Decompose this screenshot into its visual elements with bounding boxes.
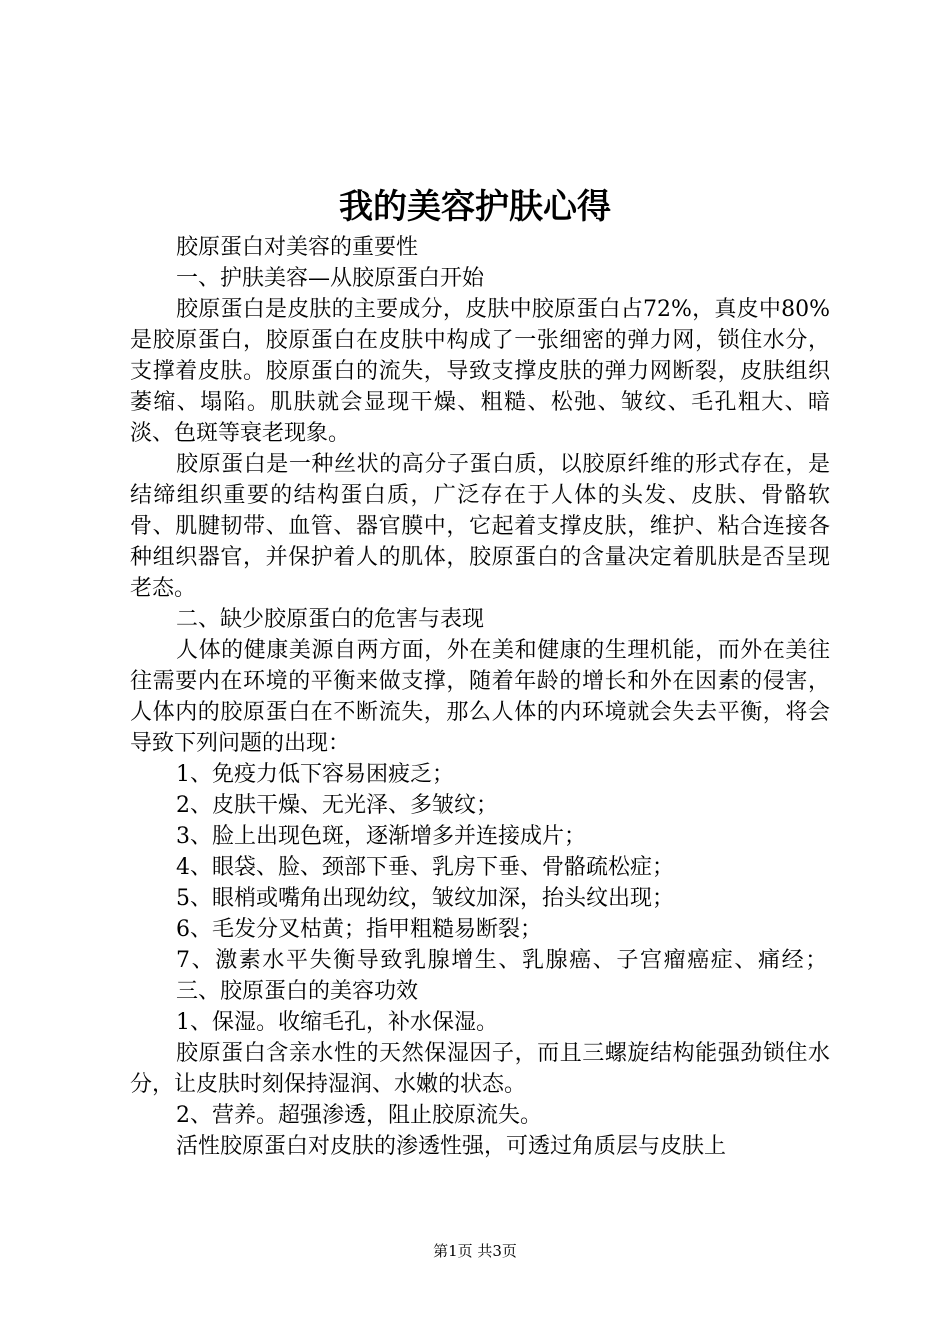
section-heading: 一、护肤美容—从胶原蛋白开始 <box>176 266 485 291</box>
list-item: 1、免疫力低下容易困疲乏； <box>176 762 454 787</box>
list-item: 7、激素水平失衡导致乳腺增生、乳腺癌、子宫瘤癌症、痛经； <box>176 948 829 973</box>
paragraph: 活性胶原蛋白对皮肤的渗透性强，可透过角质层与皮肤上 <box>176 1134 727 1159</box>
list-item: 5、眼梢或嘴角出现幼纹，皱纹加深，抬头纹出现； <box>176 886 674 911</box>
list-item: 6、毛发分叉枯黄；指甲粗糙易断裂； <box>176 917 542 942</box>
list-item: 2、营养。超强渗透，阻止胶原流失。 <box>176 1103 542 1128</box>
list-item: 3、脸上出现色斑，逐渐增多并连接成片； <box>176 824 586 849</box>
list-item: 2、皮肤干燥、无光泽、多皱纹； <box>176 793 498 818</box>
list-item: 4、眼袋、脸、颈部下垂、乳房下垂、骨骼疏松症； <box>176 855 674 880</box>
paragraph: 胶原蛋白对美容的重要性 <box>176 235 419 260</box>
section-heading: 三、胶原蛋白的美容功效 <box>176 979 419 1004</box>
list-item: 1、保湿。收缩毛孔，补水保湿。 <box>176 1010 498 1035</box>
paragraph: 人体的健康美源自两方面，外在美和健康的生理机能，而外在美往往需要内在环境的平衡来做支撑，随着年龄的增长和外在因素的侵害，人体内的胶原蛋白在不断流失，那么人体的内环境就会失去平衡，将会导致下列问题的出现： <box>130 638 830 756</box>
section-heading: 二、缺少胶原蛋白的危害与表现 <box>176 607 485 632</box>
page-footer: 第1页 共3页 <box>433 1242 517 1260</box>
paragraph: 胶原蛋白是皮肤的主要成分，皮肤中胶原蛋白占72%，真皮中80%是胶原蛋白，胶原蛋白在皮肤中构成了一张细密的弹力网，锁住水分，支撑着皮肤。胶原蛋白的流失，导致支撑皮肤的弹力网断裂，皮肤组织萎缩、塌陷。肌肤就会显现干燥、粗糙、松弛、皱纹、毛孔粗大、暗淡、色斑等衰老现象。 <box>130 297 830 446</box>
paragraph: 胶原蛋白是一种丝状的高分子蛋白质，以胶原纤维的形式存在，是结缔组织重要的结构蛋白质，广泛存在于人体的头发、皮肤、骨骼软骨、肌腱韧带、血管、器官膜中，它起着支撑皮肤，维护、粘合连接各种组织器官，并保护着人的肌体，胶原蛋白的含量决定着肌肤是否呈现老态。 <box>130 452 830 601</box>
document-body <box>130 232 830 1162</box>
paragraph: 胶原蛋白含亲水性的天然保湿因子，而且三螺旋结构能强劲锁住水分，让皮肤时刻保持湿润、水嫩的状态。 <box>130 1041 830 1097</box>
page-title: 我的美容护肤心得 <box>339 187 611 227</box>
